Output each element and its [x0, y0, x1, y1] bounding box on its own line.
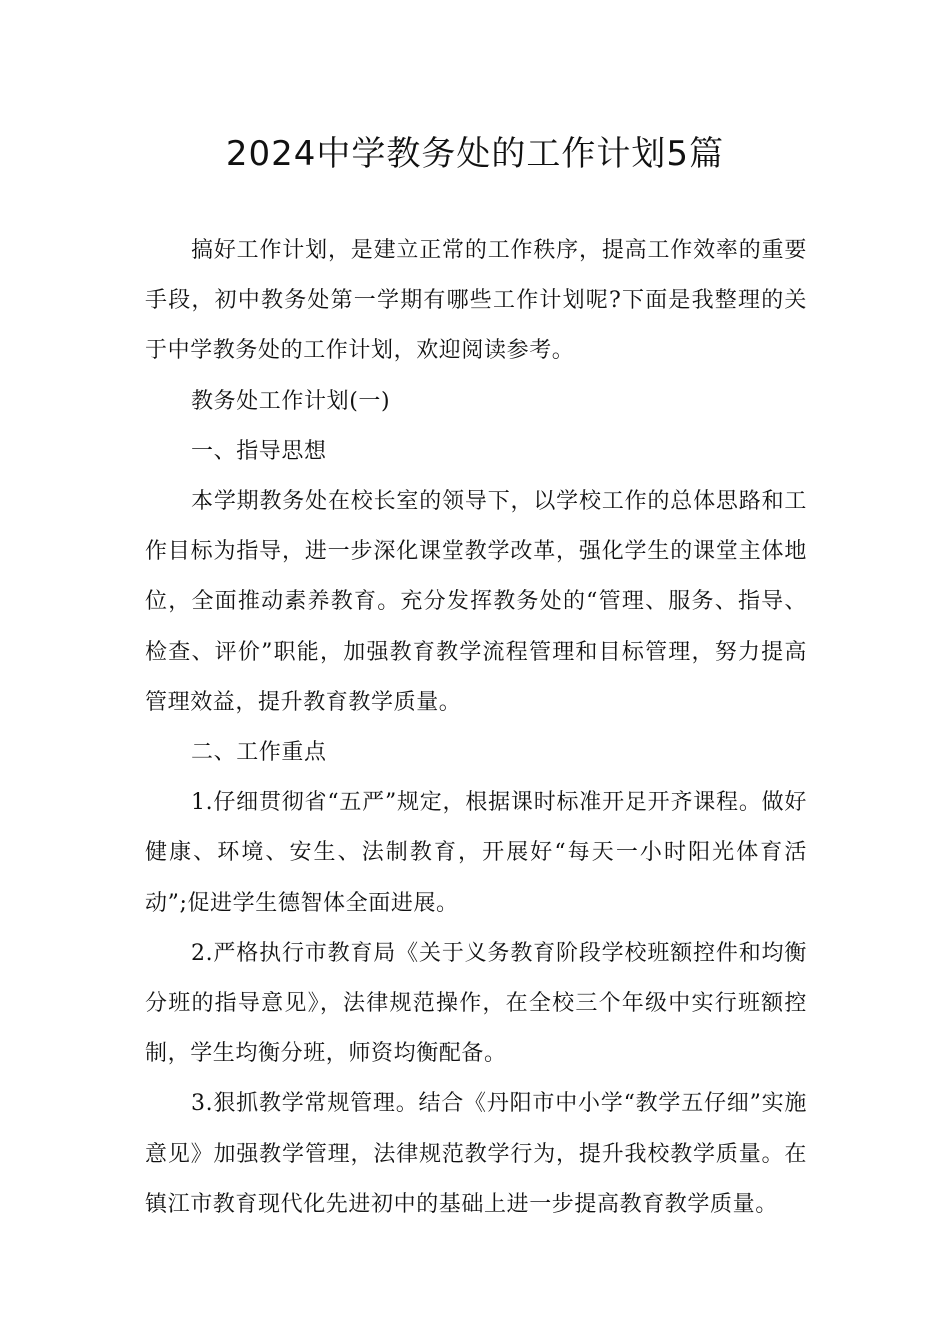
work-item-1: 1.仔细贯彻省“五严”规定，根据课时标准开足开齐课程。做好健康、环境、安生、法制教育，开展好“每天一小时阳光体育活动”;促进学生德智体全面进展。	[145, 790, 807, 916]
work-item-2: 2.严格执行市教育局《关于义务教育阶段学校班额控件和均衡分班的指导意见》，法律规范操作，在全校三个年级中实行班额控制，学生均衡分班，师资均衡配备。	[145, 940, 807, 1067]
document-title: 2024中学教务处的工作计划5篇	[225, 134, 725, 174]
guiding-thought-paragraph: 本学期教务处在校长室的领导下，以学校工作的总体思路和工作目标为指导，进一步深化课堂教学改革，强化学生的课堂主体地位，全面推动素养教育。充分发挥教务处的“管理、服务、指导、检查、评价”职能，加强教育教学流程管理和目标管理，努力提高管理效益，提升教育教学质量。	[145, 489, 807, 715]
heading-work-focus: 二、工作重点	[191, 740, 327, 766]
section-plan-heading: 教务处工作计划(一)	[191, 388, 391, 414]
intro-paragraph: 搞好工作计划，是建立正常的工作秩序，提高工作效率的重要手段，初中教务处第一学期有哪些工作计划呢?下面是我整理的关于中学教务处的工作计划，欢迎阅读参考。	[145, 238, 807, 364]
heading-guiding-thought: 一、指导思想	[191, 438, 327, 464]
work-item-3: 3.狠抓教学常规管理。结合《丹阳市中小学“教学五仔细”实施意见》加强教学管理，法律规范教学行为，提升我校教学质量。在镇江市教育现代化先进初中的基础上进一步提高教育教学质量。	[145, 1091, 807, 1217]
document-body	[145, 226, 807, 1230]
